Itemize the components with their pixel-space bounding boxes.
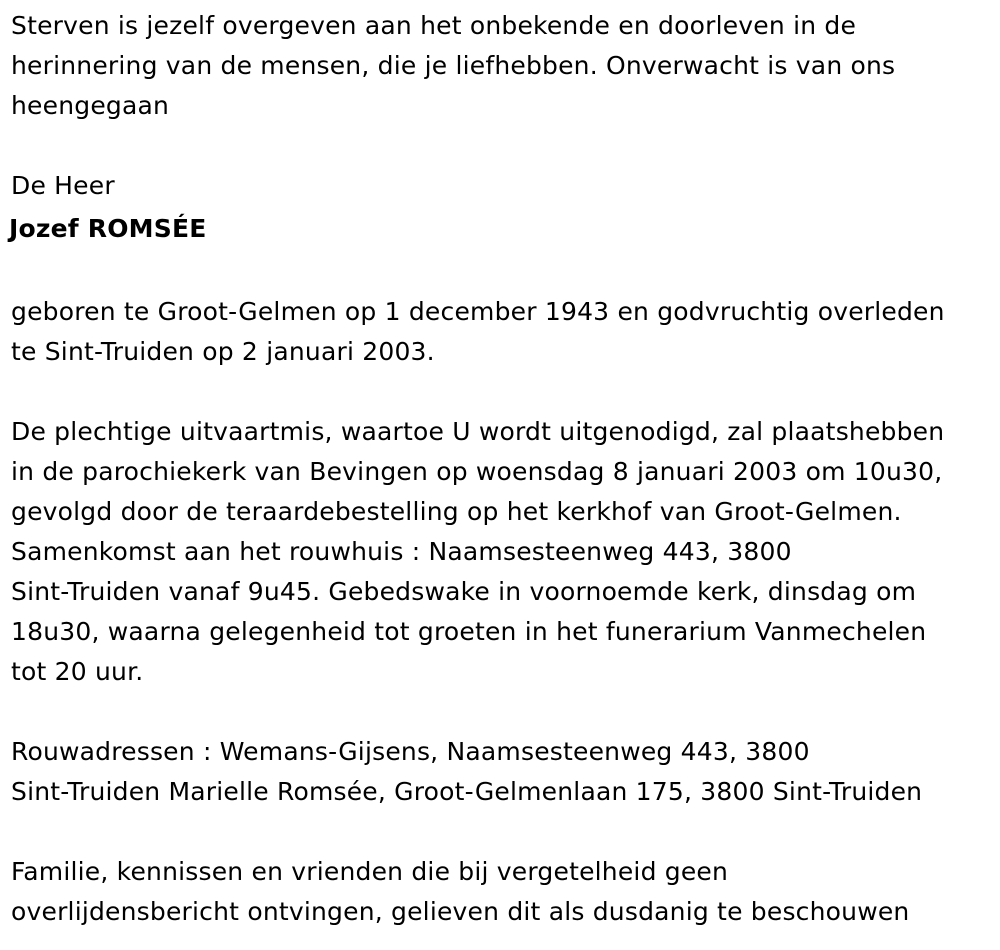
birth-line: te Sint-Truiden op 2 januari 2003. <box>11 337 435 366</box>
funeral-line: 18u30, waarna gelegenheid tot groeten in het funerarium Vanmechelen <box>11 617 927 646</box>
deceased-name: Jozef ROMSÉE <box>9 214 207 243</box>
birth-line: geboren te Groot-Gelmen op 1 december 1943 en godvruchtig overleden <box>11 297 945 326</box>
birth-paragraph <box>11 292 996 372</box>
honorific-title: De Heer <box>11 171 115 200</box>
address-line: Rouwadressen : Wemans-Gijsens, Naamsesteenweg 443, 3800 <box>11 737 810 766</box>
obituary-document <box>11 6 996 932</box>
spacer <box>11 692 996 732</box>
funeral-line: De plechtige uitvaartmis, waartoe U wordt uitgenodigd, zal plaatshebben <box>11 417 945 446</box>
closing-paragraph <box>11 852 996 932</box>
funeral-paragraph <box>11 412 996 692</box>
spacer <box>11 252 996 292</box>
funeral-line: tot 20 uur. <box>11 657 144 686</box>
intro-line: herinnering van de mensen, die je liefhebben. Onverwacht is van ons <box>11 51 896 80</box>
funeral-line: in de parochiekerk van Bevingen op woensdag 8 januari 2003 om 10u30, <box>11 457 943 486</box>
address-line: Sint-Truiden Marielle Romsée, Groot-Gelmenlaan 175, 3800 Sint-Truiden <box>11 777 923 806</box>
funeral-line: Sint-Truiden vanaf 9u45. Gebedswake in voornoemde kerk, dinsdag om <box>11 577 917 606</box>
spacer <box>11 372 996 412</box>
spacer <box>11 812 996 852</box>
spacer <box>11 126 996 166</box>
addresses-paragraph <box>11 732 996 812</box>
intro-line: heengegaan <box>11 91 170 120</box>
intro-line: Sterven is jezelf overgeven aan het onbekende en doorleven in de <box>11 11 857 40</box>
closing-line: overlijdensbericht ontvingen, gelieven dit als dusdanig te beschouwen <box>11 897 910 926</box>
funeral-line: Samenkomst aan het rouwhuis : Naamsesteenweg 443, 3800 <box>11 537 792 566</box>
funeral-line: gevolgd door de teraardebestelling op het kerkhof van Groot-Gelmen. <box>11 497 902 526</box>
closing-line: Familie, kennissen en vrienden die bij vergetelheid geen <box>11 857 729 886</box>
deceased-heading <box>11 166 996 252</box>
intro-paragraph <box>11 6 996 126</box>
